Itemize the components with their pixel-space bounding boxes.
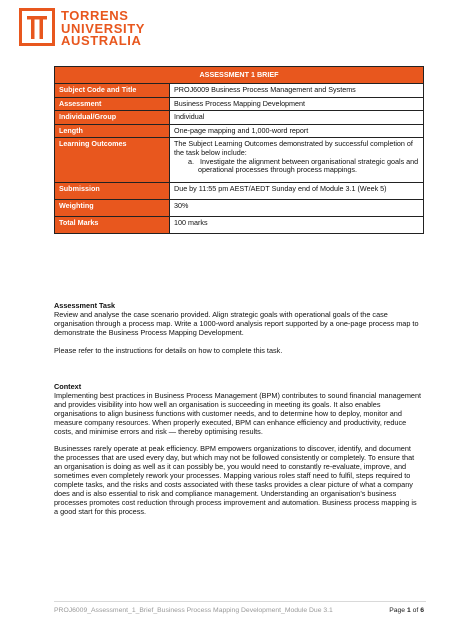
row-label: Subject Code and Title xyxy=(55,84,170,98)
assessment-task-instructions: Please refer to the instructions for details on how to complete this task. xyxy=(54,345,283,355)
table-row xyxy=(55,217,424,234)
page-current: 1 xyxy=(406,607,411,614)
logo-line-1: TORRENS xyxy=(61,8,129,23)
row-value: PROJ6009 Business Process Management and Systems xyxy=(170,84,424,98)
row-value: Individual xyxy=(170,111,424,125)
row-value: Business Process Mapping Development xyxy=(170,97,424,111)
context-paragraph-1: Implementing best practices in Business Process Management (BPM) contributes to sound financial management and provides visibility into how well an organisation is succeeding in meeting its goals. It also enables organisations to align business functions with customer needs, and to determine how to deploy, monitor and measure company resources. When properly executed, BPM can enhance efficiency and productivity, reduce costs, and minimise errors and risk — thereby optimising results. xyxy=(54,390,422,436)
context-paragraph-2: Businesses rarely operate at peak efficiency. BPM empowers organizations to discover, identify, and document the processes that are used every day, but which may not be followed consistently or completely. To ensure that an organisation is doing as well as it can possibly be, you would need to constantly re-evaluate, improve, and sometimes even completely rework your processes. Mapping various roles staff need to fulfil, steps required to complete tasks, and the risks and costs associated with these tasks provides a clear picture of what a company does and is also essential to risk and compliance management. Understanding an organisation’s business processes promotes cost reduction through process improvement and automation. Business process mapping is a good start for this process. xyxy=(54,444,417,516)
row-label: Submission xyxy=(55,183,170,200)
assessment-task-paragraph: Review and analyse the case scenario provided. Align strategic goals with operational goals of the case organisation through a process map. Write a 1000-word analysis report supported by a one-page process map to demonstrate the Business Process Mapping Development. xyxy=(54,309,419,337)
row-value: Due by 11:55 pm AEST/AEDT Sunday end of Module 3.1 (Week 5) xyxy=(170,183,424,200)
row-label: Individual/Group xyxy=(55,111,170,125)
row-label: Learning Outcomes xyxy=(55,138,170,183)
logo-wordmark xyxy=(61,10,145,48)
table-row-learning-outcomes xyxy=(55,138,424,183)
context-heading: Context xyxy=(54,382,82,391)
row-label: Assessment xyxy=(55,97,170,111)
assessment-task-section xyxy=(54,302,422,356)
row-value: 100 marks xyxy=(170,217,424,234)
footer-divider xyxy=(54,601,426,602)
row-label: Total Marks xyxy=(55,217,170,234)
footer-filename: PROJ6009_Assessment_1_Brief_Business Process Mapping Development_Module Due 3.1 xyxy=(54,607,333,614)
page-footer xyxy=(54,607,426,614)
logo-line-2: UNIVERSITY xyxy=(61,20,146,36)
torrens-logo-icon xyxy=(19,8,55,46)
table-row xyxy=(55,97,424,111)
learning-outcomes-value xyxy=(170,138,424,183)
logo-line-3: AUSTRALIA xyxy=(61,33,142,48)
row-label: Weighting xyxy=(55,200,170,217)
page-prefix: Page xyxy=(389,607,407,614)
row-value: One-page mapping and 1,000-word report xyxy=(170,124,424,138)
table-row xyxy=(55,124,424,138)
page-of: of xyxy=(410,607,421,614)
table-row xyxy=(55,200,424,217)
learning-outcomes-intro: The Subject Learning Outcomes demonstrated by successful completion of the task below include: xyxy=(174,139,413,157)
table-heading: ASSESSMENT 1 BRIEF xyxy=(55,67,424,84)
table-header-row xyxy=(55,67,424,84)
learning-outcomes-list xyxy=(174,158,419,175)
university-logo xyxy=(19,8,149,48)
row-label: Length xyxy=(55,124,170,138)
page-total: 6 xyxy=(420,607,424,614)
table-row xyxy=(55,183,424,200)
learning-outcome-item: a. Investigate the alignment between organisational strategic goals and operational processes through process mappings. xyxy=(188,156,419,175)
page-number xyxy=(389,607,424,614)
table-row xyxy=(55,111,424,125)
row-value: 30% xyxy=(170,200,424,217)
context-section xyxy=(54,383,422,517)
assessment-brief-table xyxy=(54,66,424,234)
table-row xyxy=(55,84,424,98)
assessment-task-heading: Assessment Task xyxy=(54,301,116,310)
